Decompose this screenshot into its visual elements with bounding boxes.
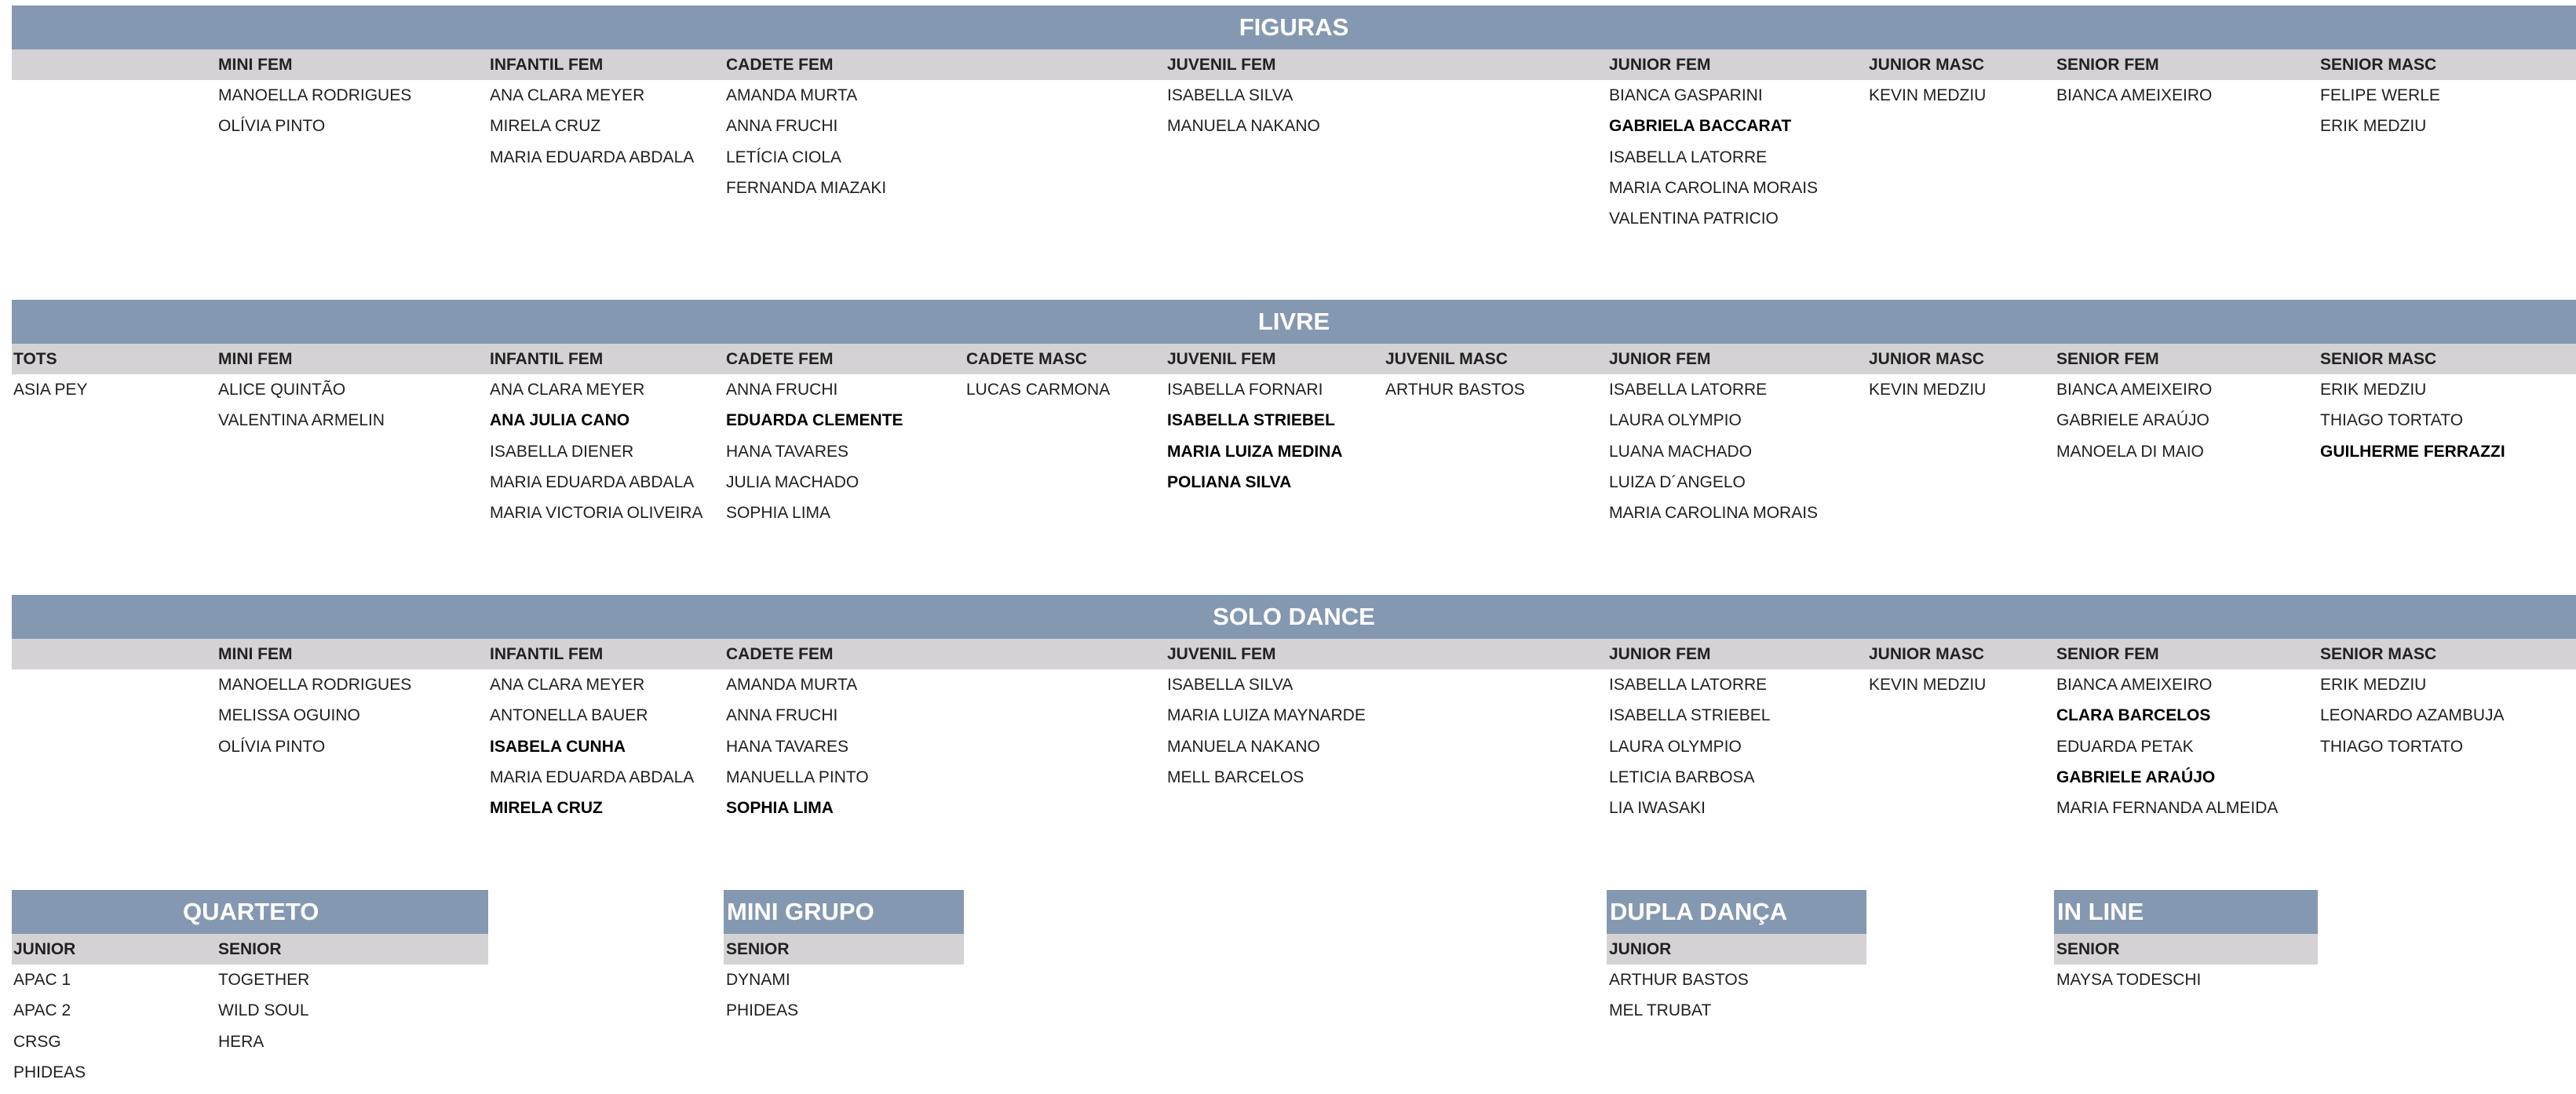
name-cell: MARIA LUIZA MEDINA [1167, 442, 1343, 461]
name-cell: OLÍVIA PINTO [218, 117, 326, 136]
name-cell: LAURA OLYMPIO [1609, 737, 1742, 756]
column-header: JUNIOR MASC [1869, 56, 1985, 74]
name-cell: GABRIELE ARAÚJO [2056, 768, 2216, 786]
name-cell: MANOELLA RODRIGUES [218, 676, 412, 694]
column-header: INFANTIL FEM [490, 56, 604, 74]
name-cell: JULIA MACHADO [726, 472, 859, 491]
name-cell: OLÍVIA PINTO [218, 737, 326, 756]
column-header: SENIOR FEM [2056, 56, 2159, 74]
column-header: SENIOR [726, 940, 790, 958]
column-header: MINI FEM [218, 350, 293, 368]
name-cell: ARTHUR BASTOS [1609, 971, 1749, 989]
section-band [1607, 890, 1866, 934]
name-cell: PHIDEAS [726, 1001, 799, 1020]
name-cell: ISABELLA LATORRE [1609, 381, 1768, 399]
column-header: CADETE MASC [966, 350, 1088, 368]
name-cell: MARIA FERNANDA ALMEIDA [2056, 799, 2279, 818]
name-cell: MANUELA NAKANO [1167, 117, 1320, 136]
name-cell: ERIK MEDZIU [2320, 381, 2427, 399]
name-cell: ANA CLARA MEYER [490, 381, 645, 399]
column-header: INFANTIL FEM [490, 350, 604, 368]
name-cell: POLIANA SILVA [1167, 472, 1292, 491]
name-cell: WILD SOUL [218, 1001, 309, 1020]
name-cell: ISABELLA SILVA [1167, 676, 1293, 694]
name-cell: FERNANDA MIAZAKI [726, 178, 887, 197]
column-header: SENIOR [2056, 940, 2120, 958]
section-title: SOLO DANCE [1213, 603, 1375, 630]
name-cell: ISABELLA STRIEBEL [1167, 411, 1335, 430]
name-cell: SOPHIA LIMA [726, 504, 831, 523]
name-cell: AMANDA MURTA [726, 86, 858, 104]
column-header: JUVENIL FEM [1167, 645, 1276, 663]
name-cell: ANTONELLA BAUER [490, 706, 648, 725]
column-header: TOTS [13, 350, 57, 368]
name-cell: KEVIN MEDZIU [1869, 381, 1987, 399]
column-header: CADETE FEM [726, 56, 834, 74]
name-cell: CRSG [13, 1032, 61, 1051]
name-cell: MELISSA OGUINO [218, 706, 360, 725]
name-cell: MAYSA TODESCHI [2056, 971, 2202, 989]
name-cell: ANA JULIA CANO [490, 411, 630, 430]
name-cell: ANA CLARA MEYER [490, 86, 645, 104]
name-cell: THIAGO TORTATO [2320, 737, 2464, 756]
column-header: JUVENIL FEM [1167, 56, 1276, 74]
name-cell: LUIZA D´ANGELO [1609, 472, 1746, 491]
name-cell: MARIA LUIZA MAYNARDE [1167, 706, 1366, 725]
column-header: JUNIOR FEM [1609, 645, 1711, 663]
name-cell: LIA IWASAKI [1609, 799, 1706, 818]
column-header: JUNIOR FEM [1609, 56, 1711, 74]
name-cell: ISABELLA DIENER [490, 442, 634, 461]
name-cell: AMANDA MURTA [726, 676, 858, 694]
name-cell: HANA TAVARES [726, 737, 848, 756]
name-cell: APAC 1 [13, 971, 71, 989]
name-cell: SOPHIA LIMA [726, 799, 834, 818]
name-cell: GUILHERME FERRAZZI [2320, 442, 2505, 461]
name-cell: MARIA EDUARDA ABDALA [490, 148, 695, 166]
column-header: CADETE FEM [726, 350, 834, 368]
name-cell: KEVIN MEDZIU [1869, 676, 1987, 694]
section-band [12, 595, 2576, 639]
name-cell: LETÍCIA CIOLA [726, 148, 842, 166]
name-cell: MARIA CAROLINA MORAIS [1609, 178, 1819, 197]
column-header: JUNIOR MASC [1869, 645, 1985, 663]
name-cell: ANNA FRUCHI [726, 117, 838, 136]
name-cell: MANOELLA RODRIGUES [218, 86, 412, 104]
section-title: DUPLA DANÇA [1610, 898, 1788, 925]
section-title: IN LINE [2057, 898, 2144, 925]
name-cell: CLARA BARCELOS [2056, 706, 2211, 725]
name-cell: ISABELLA STRIEBEL [1609, 706, 1771, 725]
column-header: JUVENIL FEM [1167, 350, 1276, 368]
name-cell: MANOELA DI MAIO [2056, 442, 2204, 461]
column-header: JUNIOR [1609, 940, 1672, 958]
column-header: SENIOR MASC [2320, 350, 2437, 368]
name-cell: ALICE QUINTÃO [218, 381, 346, 399]
section-title: QUARTETO [183, 898, 319, 925]
section-band [12, 890, 488, 934]
name-cell: ANA CLARA MEYER [490, 676, 645, 694]
column-header: INFANTIL FEM [490, 645, 604, 663]
name-cell: MIRELA CRUZ [490, 799, 603, 818]
name-cell: LUCAS CARMONA [966, 381, 1111, 399]
name-cell: BIANCA AMEIXEIRO [2056, 676, 2213, 694]
name-cell: BIANCA AMEIXEIRO [2056, 86, 2213, 104]
name-cell: PHIDEAS [13, 1063, 86, 1081]
name-cell: MEL TRUBAT [1609, 1001, 1712, 1020]
name-cell: MELL BARCELOS [1167, 768, 1304, 786]
name-cell: BIANCA AMEIXEIRO [2056, 381, 2213, 399]
column-header: JUNIOR FEM [1609, 350, 1711, 368]
name-cell: LETICIA BARBOSA [1609, 768, 1755, 786]
section-title: MINI GRUPO [727, 898, 874, 925]
name-cell: LEONARDO AZAMBUJA [2320, 706, 2505, 725]
name-cell: ISABELLA SILVA [1167, 86, 1293, 104]
name-cell: GABRIELE ARAÚJO [2056, 411, 2209, 430]
section-band [724, 890, 964, 934]
name-cell: LUANA MACHADO [1609, 442, 1753, 461]
name-cell: LAURA OLYMPIO [1609, 411, 1742, 430]
name-cell: APAC 2 [13, 1001, 71, 1020]
name-cell: ASIA PEY [13, 381, 88, 399]
name-cell: VALENTINA PATRICIO [1609, 210, 1779, 228]
header-row [12, 49, 2576, 80]
name-cell: MARIA VICTORIA OLIVEIRA [490, 504, 703, 523]
name-cell: MARIA EDUARDA ABDALA [490, 768, 695, 786]
column-header: SENIOR FEM [2056, 645, 2159, 663]
name-cell: ANNA FRUCHI [726, 381, 838, 399]
column-header: CADETE FEM [726, 645, 834, 663]
name-cell: MIRELA CRUZ [490, 117, 601, 136]
name-cell: ISABELLA FORNARI [1167, 381, 1323, 399]
name-cell: ANNA FRUCHI [726, 706, 838, 725]
column-header: JUNIOR [13, 940, 76, 958]
name-cell: EDUARDA CLEMENTE [726, 411, 903, 430]
name-cell: DYNAMI [726, 971, 790, 989]
column-header: SENIOR MASC [2320, 645, 2437, 663]
section-title: FIGURAS [1239, 13, 1349, 41]
name-cell: EDUARDA PETAK [2056, 737, 2194, 756]
column-header: SENIOR FEM [2056, 350, 2159, 368]
name-cell: VALENTINA ARMELIN [218, 411, 385, 430]
column-header: JUVENIL MASC [1385, 350, 1508, 368]
section-title: LIVRE [1257, 308, 1330, 335]
name-cell: MANUELLA PINTO [726, 768, 869, 786]
name-cell: TOGETHER [218, 971, 310, 989]
column-header: SENIOR [218, 940, 282, 958]
header-row [12, 344, 2576, 374]
column-header: JUNIOR MASC [1869, 350, 1985, 368]
name-cell: ISABELA CUNHA [490, 737, 626, 756]
name-cell: ARTHUR BASTOS [1385, 381, 1525, 399]
name-cell: MARIA CAROLINA MORAIS [1609, 504, 1819, 523]
name-cell: ISABELLA LATORRE [1609, 148, 1768, 166]
name-cell: ERIK MEDZIU [2320, 676, 2427, 694]
section-band [12, 5, 2576, 49]
name-cell: KEVIN MEDZIU [1869, 86, 1987, 104]
section-band [2054, 890, 2318, 934]
name-cell: BIANCA GASPARINI [1609, 86, 1763, 104]
name-cell: FELIPE WERLE [2320, 86, 2440, 104]
column-header: MINI FEM [218, 56, 293, 74]
section-band [12, 300, 2576, 344]
name-cell: MANUELA NAKANO [1167, 737, 1320, 756]
name-cell: GABRIELA BACCARAT [1609, 117, 1792, 136]
name-cell: ERIK MEDZIU [2320, 117, 2427, 136]
name-cell: MARIA EDUARDA ABDALA [490, 472, 695, 491]
column-header: MINI FEM [218, 645, 293, 663]
column-header: SENIOR MASC [2320, 56, 2437, 74]
name-cell: HANA TAVARES [726, 442, 848, 461]
name-cell: ISABELLA LATORRE [1609, 676, 1768, 694]
name-cell: THIAGO TORTATO [2320, 411, 2464, 430]
name-cell: HERA [218, 1032, 265, 1051]
header-row [12, 639, 2576, 669]
